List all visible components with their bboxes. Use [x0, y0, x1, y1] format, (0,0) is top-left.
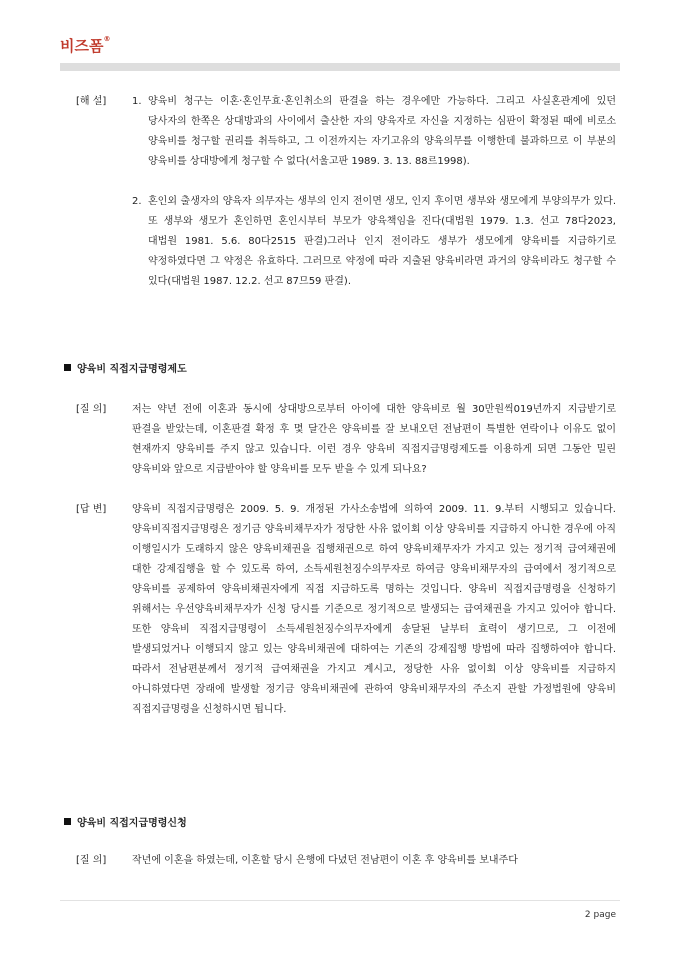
explanation-item-2-number: 2.: [132, 196, 142, 207]
question-text-1: 저는 약년 전에 이혼과 동시에 상대방으로부터 아이에 대한 양육비로 월 30만원씩019년까지 지급받기로 판결을 받았는데, 이혼판결 확정 후 몇 달간은 양육비를 잘 보내오던 전남편이 특별한 연락이나 이유도 없이 현재까지 양육비를 주지 않고 있습니다. 이런 경우 양육비 직접지급명령제도를 이용하게 되면 그동안 밀린 양육비와 앞으로 지급받아야 할 양육비를 모두 받을 수 있게 되나요?: [132, 404, 616, 475]
answer-label-1: [답 변]: [76, 504, 107, 515]
footer-divider: [60, 900, 620, 901]
answer-text-1: 양육비 직접지급명령은 2009. 5. 9. 개정된 가사소송법에 의하여 2009. 11. 9.부터 시행되고 있습니다. 양육비직접지급명령은 정기금 양육비채무자가 정당한 사유 없이회 이상 양육비를 지급하지 아니한 경우에 아직 이행일시가 도래하지 않은 양육비채권을 집행채권으로 하여 양육비채무자가 가지고 있는 정기적 급여채권에 대한 강제집행을 할 수 있도록 하여, 소득세원천징수의무자로 하여금 양육비채무자의 급여에서 정기적으로 양육비를 공제하여 양육비채권자에게 직접 지급하도록 명하는 것입니다. 양육비 직접지급명령을 신청하기 위해서는 우선양육비채무자가 신청 당시를 기준으로 정기적으로 발생되는 급여채권을 가지고 있어야 합니다. 또한 양육비 직접지급명령이 소득세원천징수의무자에게 송달된 날부터 효력이 생기므로, 그 이전에 발생되었거나 이행되지 않고 있는 양육비채권에 대하여는 기존의 강제집행 방법에 따라 집행하여야 합니다. 따라서 전남편분께서 정기적 급여채권을 가지고 계시고, 정당한 사유 없이회 이상 양육비를 지급하지 아니하였다면 장래에 발생할 정기금 양육비채권에 관하여 양육비채무자의 주소지 관할 가정법원에 양육비 직접지급명령을 신청하시면 됩니다.: [132, 504, 616, 715]
bullet-square-icon: [64, 818, 71, 825]
question-text-2: 작년에 이혼을 하였는데, 이혼할 당시 은행에 다녔던 전남편이 이혼 후 양육비를 보내주다: [132, 855, 518, 866]
logo-text: 비즈폼: [60, 37, 104, 55]
section-title-1: 양육비 직접지급명령제도: [77, 364, 187, 375]
question-label-1: [질 의]: [76, 404, 107, 415]
registered-mark: ®: [103, 35, 111, 43]
explanation-item-1-number: 1.: [132, 96, 142, 107]
section-heading-2: [64, 814, 187, 829]
explanation-label: [해 설]: [76, 96, 107, 107]
page-number: 2 page: [584, 910, 616, 920]
question-label-2: [질 의]: [76, 855, 107, 866]
section-heading-1: [64, 360, 187, 375]
bizform-logo: [60, 35, 110, 56]
header-divider: [60, 63, 620, 71]
section-title-2: 양육비 직접지급명령신청: [77, 818, 187, 829]
explanation-item-2: 혼인외 출생자의 양육자 의무자는 생부의 인지 전이면 생모, 인지 후이면 생부와 생모에게 부양의무가 있다. 또 생부와 생모가 혼인하면 혼인시부터 부모가 양육책임을 진다(대법원 1979. 1.3. 선고 78다2023, 대법원 1981. 5.6. 80다2515 판결)그러나 인지 전이라도 생부가 생모에게 양육비를 지급하기로 약정하였다면 그 약정은 유효하다. 그러므로 약정에 따라 지출된 양육비라면 과거의 양육비라도 청구할 수 있다(대법원 1987. 12.2. 선고 87므59 판결).: [148, 196, 616, 287]
explanation-item-1: 양육비 청구는 이혼·혼인무효·혼인취소의 판결을 하는 경우에만 가능하다. 그리고 사실혼관계에 있던 당사자의 한쪽은 상대방과의 사이에서 출산한 자의 양육자로 자신을 지정하는 심판이 확정된 때에 비로소 양육비를 청구할 권리를 취득하고, 그 이전까지는 자기고유의 양육의무를 이행한데 불과하므로 이 부분의 양육비를 상대방에게 청구할 수 없다(서울고판 1989. 3. 13. 88르1998).: [148, 96, 616, 167]
bullet-square-icon: [64, 364, 71, 371]
